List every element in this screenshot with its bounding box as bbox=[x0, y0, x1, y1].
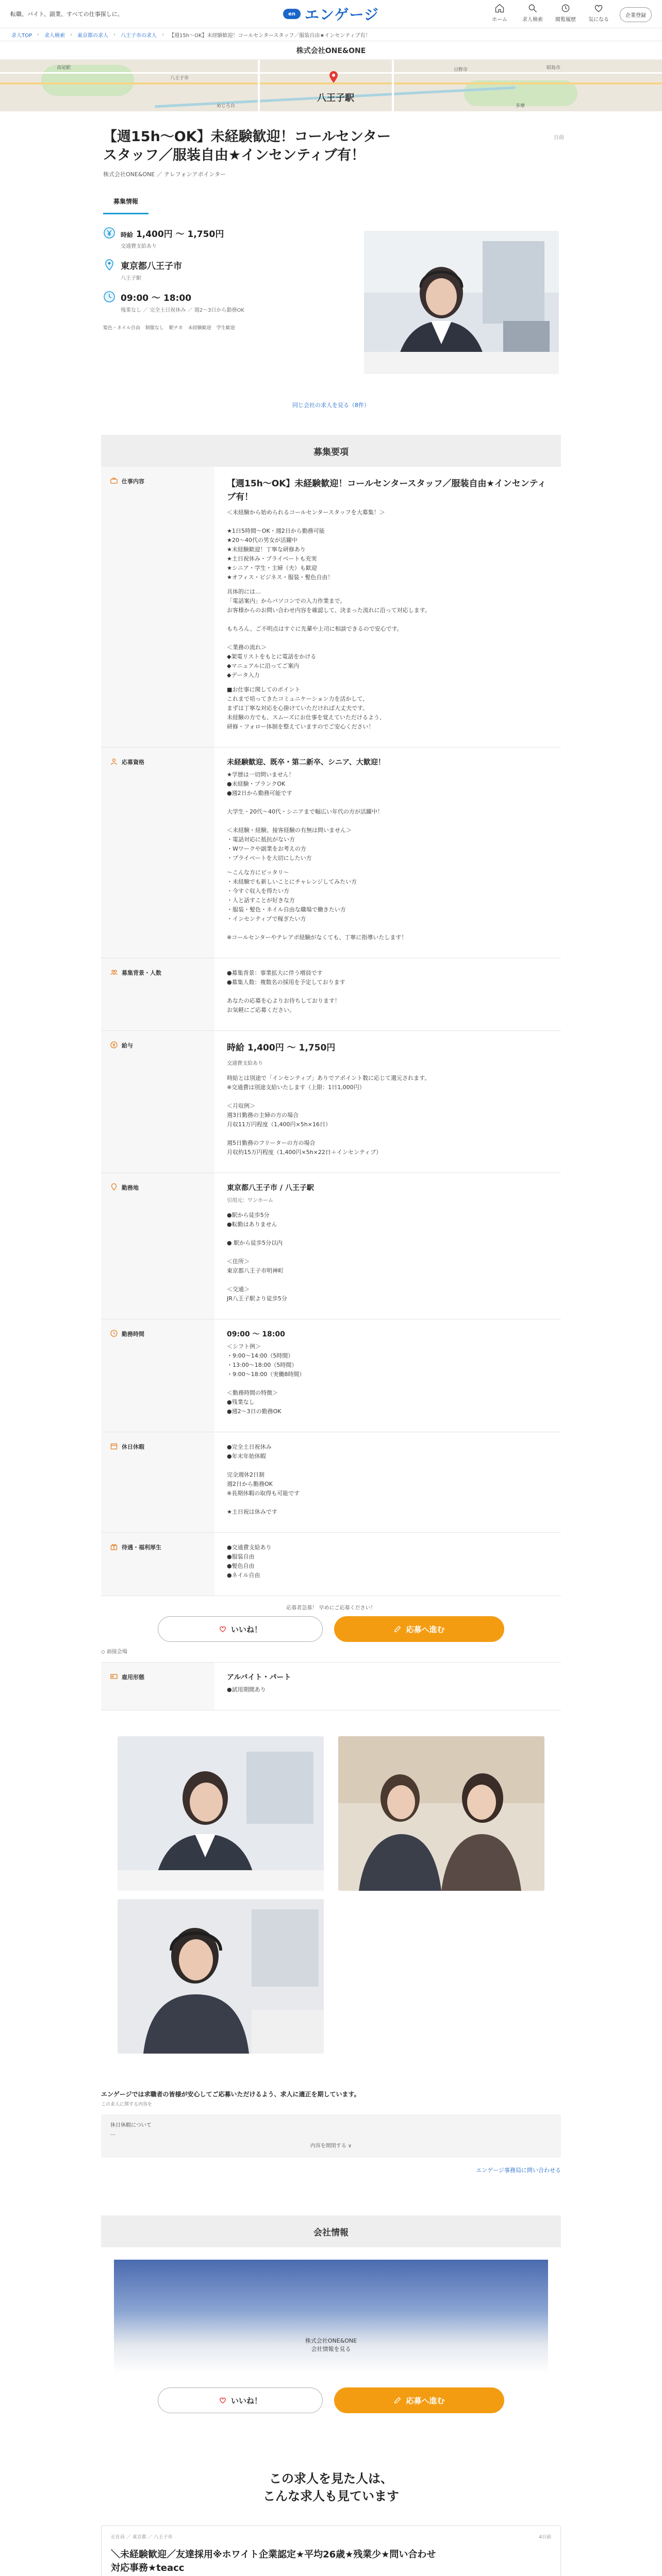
req-headline: 09:00 〜 18:00 bbox=[227, 1330, 285, 1338]
company-section bbox=[101, 2215, 561, 2413]
req-key-label: 待遇・福利厚生 bbox=[122, 1544, 161, 1551]
job-title: 【週15h〜OK】未経験歓迎！コールセンタースタッフ／服装自由★インセンティブ有！ bbox=[103, 129, 391, 163]
breadcrumb-separator: › bbox=[113, 31, 116, 38]
apply-button-label: 応募へ進む bbox=[406, 2396, 445, 2405]
breadcrumb-separator: › bbox=[162, 31, 164, 38]
colleagues-photo bbox=[338, 1736, 544, 1891]
feature-chip: 髪色・ネイル自由 bbox=[103, 326, 140, 331]
req-key bbox=[101, 1663, 214, 1710]
map-road bbox=[392, 60, 394, 111]
map-pin-icon bbox=[329, 71, 338, 83]
notice-subnote: この求人に関する内容を bbox=[101, 2102, 153, 2107]
req-text: ●駅から徒歩5分 ●転勤はありません ● 駅から徒歩5分以内 ＜住所＞ 東京都八王子市明神町 ＜交通＞ JR八王子駅より徒歩5分 bbox=[227, 1212, 287, 1302]
call-center-photo bbox=[364, 231, 559, 374]
req-value bbox=[214, 748, 561, 958]
req-key bbox=[101, 958, 214, 1030]
top-bar bbox=[0, 0, 662, 28]
req-headline: 東京都八王子市 / 八王子駅 bbox=[227, 1184, 314, 1192]
company-banner[interactable] bbox=[114, 2260, 548, 2373]
req-text: ●交通費支給あり ●服装自由 ●髪色自由 ●ネイル自由 bbox=[227, 1544, 272, 1579]
req-key-label: 応募資格 bbox=[122, 759, 144, 766]
req-text: 〜こんな方にピッタリ〜 ・未経験でも新しいことにチャレンジしてみたい方 ・今すぐ収入を得たい方 ・人と話すことが好きな方 ・服装・髪色・ネイル自由な職場で働きたい方 ・インセンティブで稼ぎたい方 ※コールセンターやテレアポ経験がなくても、丁寧に指導いたします！ bbox=[227, 869, 407, 941]
workplace-photo[interactable] bbox=[118, 1899, 324, 2054]
card-meta: 正社員 ／ 東京都 ／ 八王子市 bbox=[111, 2535, 173, 2540]
req-row-benefits bbox=[101, 1533, 561, 1596]
req-text: ●試用期間あり bbox=[227, 1686, 266, 1693]
nav-search[interactable] bbox=[521, 3, 544, 23]
req-key bbox=[101, 1533, 214, 1596]
req-key-label: 給与 bbox=[122, 1042, 133, 1049]
breadcrumb-current: 【週15h〜OK】未経験歓迎！コールセンタースタッフ／服装自由★インセンティブ有！ bbox=[169, 32, 371, 39]
map-label: めじろ台 bbox=[217, 104, 236, 109]
like-button-label: いいね！ bbox=[230, 2396, 262, 2405]
req-value bbox=[214, 1319, 561, 1432]
req-headline: 【週15h〜OK】未経験歓迎！コールセンタースタッフ／服装自由★インセンティブ有！ bbox=[227, 479, 547, 502]
req-key-label: 雇用形態 bbox=[122, 1674, 144, 1681]
req-value bbox=[214, 1663, 561, 1710]
salary-type: 時給 bbox=[121, 231, 134, 239]
notice-heading: エンゲージでは求職者の皆様が安心してご応募いただけるよう、求人に適正を期しています。 bbox=[101, 2091, 360, 2098]
calendar-icon bbox=[110, 1443, 118, 1450]
company-banner-caption bbox=[114, 2337, 548, 2353]
map-park bbox=[41, 65, 134, 96]
job-header bbox=[0, 128, 662, 409]
nav-history[interactable] bbox=[554, 3, 577, 23]
breadcrumb-item[interactable]: 求人検索 bbox=[44, 32, 65, 39]
nav-favorites-label: 気になる bbox=[588, 17, 609, 23]
job-tabs bbox=[103, 193, 559, 214]
same-company-jobs-link[interactable]: 同じ会社の求人を見る（8件） bbox=[292, 402, 370, 409]
req-row-location bbox=[101, 1173, 561, 1319]
urgent-note: 応募者急募！ 早めにご応募ください！ bbox=[286, 1605, 376, 1611]
req-key bbox=[101, 1031, 214, 1173]
job-facts bbox=[103, 227, 351, 374]
workplace-photo[interactable] bbox=[338, 1736, 544, 1891]
heart-icon bbox=[219, 2396, 227, 2404]
operator-photo bbox=[118, 1736, 324, 1891]
like-button[interactable] bbox=[158, 1616, 323, 1642]
breadcrumb-item[interactable]: 八王子市の求人 bbox=[121, 32, 157, 39]
req-key bbox=[101, 467, 214, 747]
interview-venue-link[interactable]: ◇ 面接会場 bbox=[101, 1649, 127, 1655]
requirements-title: 募集要項 bbox=[101, 435, 561, 467]
req-text: ＜シフト例＞ ・9:00〜14:00（5時間） ・13:00〜18:00（5時間） ・9:00〜18:00（実働8時間） ＜勤務時間の特徴＞ ●残業なし ●週2〜3日の勤務OK bbox=[227, 1343, 305, 1415]
req-value bbox=[214, 1533, 561, 1596]
req-row-qualifications bbox=[101, 748, 561, 958]
req-text: ●完全土日祝休み ●年末年始休暇 完全週休2日制 週2日から勤務OK ※長期休暇の取得も可能です ★土日祝は休みです bbox=[227, 1444, 300, 1515]
person-icon bbox=[110, 758, 118, 765]
similar-job-card[interactable] bbox=[101, 2526, 561, 2576]
req-key bbox=[101, 1173, 214, 1319]
req-key-label: 募集背景・人数 bbox=[122, 970, 161, 976]
id-card-icon bbox=[110, 1673, 118, 1680]
req-value bbox=[214, 467, 561, 747]
gift-icon bbox=[110, 1543, 118, 1550]
req-key bbox=[101, 748, 214, 958]
location-map[interactable] bbox=[0, 60, 662, 111]
req-text: ●募集背景：事業拡大に伴う増員です ●募集人数：複数名の採用を予定しております あなたの応募を心よりお待ちしております！ お気軽にご応募ください。 bbox=[227, 970, 345, 1013]
req-key bbox=[101, 1432, 214, 1532]
map-road bbox=[258, 60, 260, 111]
req-tag: 交通費支給あり bbox=[227, 1061, 263, 1066]
req-key-label: 勤務時間 bbox=[122, 1331, 144, 1337]
breadcrumb-separator: › bbox=[37, 31, 40, 38]
notice-box-text: … bbox=[110, 2131, 115, 2137]
top-nav bbox=[488, 3, 652, 23]
like-button-label: いいね！ bbox=[230, 1624, 262, 1634]
req-text: ＜未経験から始められるコールセンタースタッフを大募集！＞ ★1日5時間〜OK・週2日から勤務可能 ★20〜40代の男女が活躍中 ★未経験歓迎！丁寧な研修あり ★土日祝休み・プライベートも充実 ★シニア・学生・主婦（夫）も歓迎 ★オフィス・ビジネス・服装・髪色自由！ bbox=[227, 509, 385, 581]
heart-icon bbox=[593, 3, 604, 13]
map-label: 日野市 bbox=[454, 67, 468, 73]
fact-salary bbox=[103, 227, 351, 249]
apply-button[interactable] bbox=[334, 1616, 504, 1642]
req-key bbox=[101, 1319, 214, 1432]
search-icon bbox=[527, 3, 538, 13]
apply-button[interactable] bbox=[334, 2387, 504, 2413]
site-tagline: 転職、バイト、副業、すべての仕事探しに。 bbox=[10, 11, 123, 18]
breadcrumb bbox=[0, 28, 662, 41]
notice-box bbox=[101, 2114, 561, 2158]
site-logo[interactable] bbox=[283, 4, 379, 24]
hero-photo bbox=[364, 231, 559, 374]
job-company[interactable]: 株式会社ONE&ONE ／ テレフォンアポインター bbox=[103, 171, 226, 178]
req-row-hours bbox=[101, 1319, 561, 1432]
fact-location bbox=[103, 259, 351, 281]
company-banner-name: 株式会社ONE&ONE bbox=[305, 2337, 357, 2344]
hours-text: 09:00 〜 18:00 bbox=[121, 293, 192, 303]
map-label: 八王子市 bbox=[170, 76, 189, 81]
req-key-label: 仕事内容 bbox=[122, 478, 144, 485]
salary-note: 交通費支給あり bbox=[121, 244, 157, 249]
company-name-bar[interactable]: 株式会社ONE&ONE bbox=[0, 41, 662, 60]
nav-favorites[interactable] bbox=[587, 3, 610, 23]
feature-chip: 未経験歓迎 bbox=[188, 326, 211, 331]
req-key-label: 勤務地 bbox=[122, 1184, 139, 1191]
location-station: 八王子駅 bbox=[121, 276, 141, 281]
history-icon bbox=[560, 3, 571, 13]
employer-button[interactable]: 企業登録 bbox=[620, 7, 652, 22]
company-banner-link[interactable]: 会社情報を見る bbox=[311, 2346, 351, 2352]
requirements-section-cont bbox=[101, 1647, 561, 1710]
card-title: ＼未経験歓迎／友達採用※ホワイト企業認定★平均26歳★残業少★問い合わせ対応事務★teacc bbox=[111, 2549, 436, 2573]
workplace-photo[interactable] bbox=[118, 1736, 324, 1891]
clock-icon bbox=[103, 291, 115, 303]
workplace-photos bbox=[118, 1736, 544, 2054]
home-icon bbox=[494, 3, 505, 13]
breadcrumb-separator: › bbox=[70, 31, 73, 38]
posted-date: 日前 bbox=[554, 135, 564, 141]
req-value bbox=[214, 1173, 561, 1319]
map-label: 多摩 bbox=[516, 104, 525, 109]
requirements-section bbox=[101, 435, 561, 1596]
feature-chip: 制服なし bbox=[145, 326, 164, 331]
req-row-employment-type bbox=[101, 1662, 561, 1710]
nav-home-label: ホーム bbox=[492, 17, 507, 23]
logo-text: エンゲージ bbox=[305, 6, 379, 23]
req-text: 具体的には… 「電話案内」からパソコンでの入力作業まで。 お客様からのお問い合わせ内容を確認して、決まった流れに沿って対応します。 もちろん、ご不明点はすぐに先輩や上司に相談できるので安心です。 ＜業務の流れ＞ ◆架電リストをもとに電話をかける ◆マニュアルに沿ってご案内 ◆データ入力 bbox=[227, 588, 431, 679]
feature-chip: 学生歓迎 bbox=[216, 326, 235, 331]
req-value bbox=[214, 1031, 561, 1173]
action-buttons bbox=[101, 1616, 561, 1642]
briefcase-icon bbox=[110, 477, 118, 484]
fact-hours bbox=[103, 291, 351, 313]
map-label: 昭島市 bbox=[547, 65, 561, 71]
notice-box-title: 休日休暇について bbox=[110, 2123, 152, 2128]
req-text: 時給とは別途で「インセンティブ」ありでアポイント数に応じて還元されます。 ※交通費は別途支給いたします（上限：1日1,000円） ＜月収例＞ 週3日勤務の主婦の方の場合 月収11万円程度（1,400円×5h×16日） 週5日勤務のフリーターの方の場合 月収約15万円程度（1,400円×5h×22日＋インセンティブ） bbox=[227, 1075, 431, 1156]
job-summary bbox=[103, 227, 559, 374]
company-title: 会社情報 bbox=[101, 2215, 561, 2247]
feature-chips bbox=[103, 323, 351, 332]
req-headline: 未経験歓迎、既卒・第二新卒、シニア、大歓迎！ bbox=[227, 758, 385, 767]
card-date: 4日前 bbox=[539, 2535, 551, 2540]
yen-icon bbox=[110, 1041, 118, 1048]
action-buttons-bottom bbox=[101, 2387, 561, 2413]
req-value bbox=[214, 958, 561, 1030]
req-row-background bbox=[101, 958, 561, 1031]
location-pin-icon bbox=[103, 259, 115, 271]
heart-icon bbox=[219, 1625, 227, 1633]
apply-action-bar bbox=[101, 1603, 561, 1642]
req-headline: アルバイト・パート bbox=[227, 1673, 291, 1682]
headset-photo bbox=[118, 1899, 324, 2054]
req-row-holidays bbox=[101, 1432, 561, 1533]
req-text: ★学歴は一切問いません！ ●未経験・ブランクOK ●週2日から勤務可能です 大学生・20代〜40代・シニアまで幅広い年代の方が活躍中！ ＜未経験・経験、接客経験の有無は問いません＞ ・電話対応に抵抗がない方 ・Wワークや副業をお考えの方 ・プライベートを大切にしたい方 bbox=[227, 771, 383, 861]
req-key-label: 休日休暇 bbox=[122, 1444, 144, 1450]
map-label: 高尾駅 bbox=[57, 65, 71, 71]
location-text: 東京都八王子市 bbox=[121, 261, 182, 272]
yen-icon bbox=[103, 227, 115, 239]
similar-jobs-title-line2: こんな求人も見ています bbox=[263, 2489, 399, 2503]
group-icon bbox=[110, 969, 118, 976]
clock-icon bbox=[110, 1330, 118, 1337]
pencil-icon bbox=[393, 1625, 402, 1633]
like-button[interactable] bbox=[158, 2387, 323, 2413]
nav-history-label: 閲覧履歴 bbox=[555, 17, 576, 23]
nav-home[interactable] bbox=[488, 3, 511, 23]
tab-recruitment-info[interactable]: 募集情報 bbox=[103, 193, 148, 214]
req-headline: 時給 1,400円 〜 1,750円 bbox=[227, 1043, 336, 1053]
req-row-salary bbox=[101, 1031, 561, 1173]
nav-search-label: 求人検索 bbox=[522, 17, 543, 23]
breadcrumb-item[interactable]: 東京都の求人 bbox=[77, 32, 109, 39]
pencil-icon bbox=[393, 2396, 402, 2404]
notice-section bbox=[101, 2090, 561, 2174]
salary-amount: 1,400円 〜 1,750円 bbox=[136, 229, 224, 240]
breadcrumb-item[interactable]: 求人TOP bbox=[11, 32, 32, 39]
apply-button-label: 応募へ進む bbox=[406, 1624, 445, 1634]
req-row-job-description bbox=[101, 467, 561, 748]
similar-jobs-title-line1: この求人を見た人は、 bbox=[269, 2471, 393, 2486]
similar-jobs-section bbox=[0, 2470, 662, 2505]
report-link[interactable]: エンゲージ事務局に問い合わせる bbox=[476, 2167, 561, 2174]
logo-mark: en bbox=[283, 9, 301, 19]
req-value bbox=[214, 1432, 561, 1532]
feature-chip: 駅チカ bbox=[169, 326, 183, 331]
map-station-label: 八王子駅 bbox=[317, 93, 354, 104]
notice-expand-toggle[interactable]: 内容を開閉する ∨ bbox=[310, 2143, 352, 2149]
req-text: ■お仕事に関してのポイント これまで培ってきたコミュニケーション力を活かして、 まずは丁寧な対応を心掛けていただければ大丈夫です。 未経験の方でも、スムーズにお仕事を覚えていただけるよう、 研修・フォロー体制を整えていますのでご安心ください！ bbox=[227, 686, 385, 730]
hours-note: 残業なし ／ 完全土日祝休み ／ 週2〜3日から勤務OK bbox=[121, 308, 244, 313]
req-tag: 引用元：ワンホーム bbox=[227, 1198, 273, 1204]
location-pin-icon bbox=[110, 1183, 118, 1191]
